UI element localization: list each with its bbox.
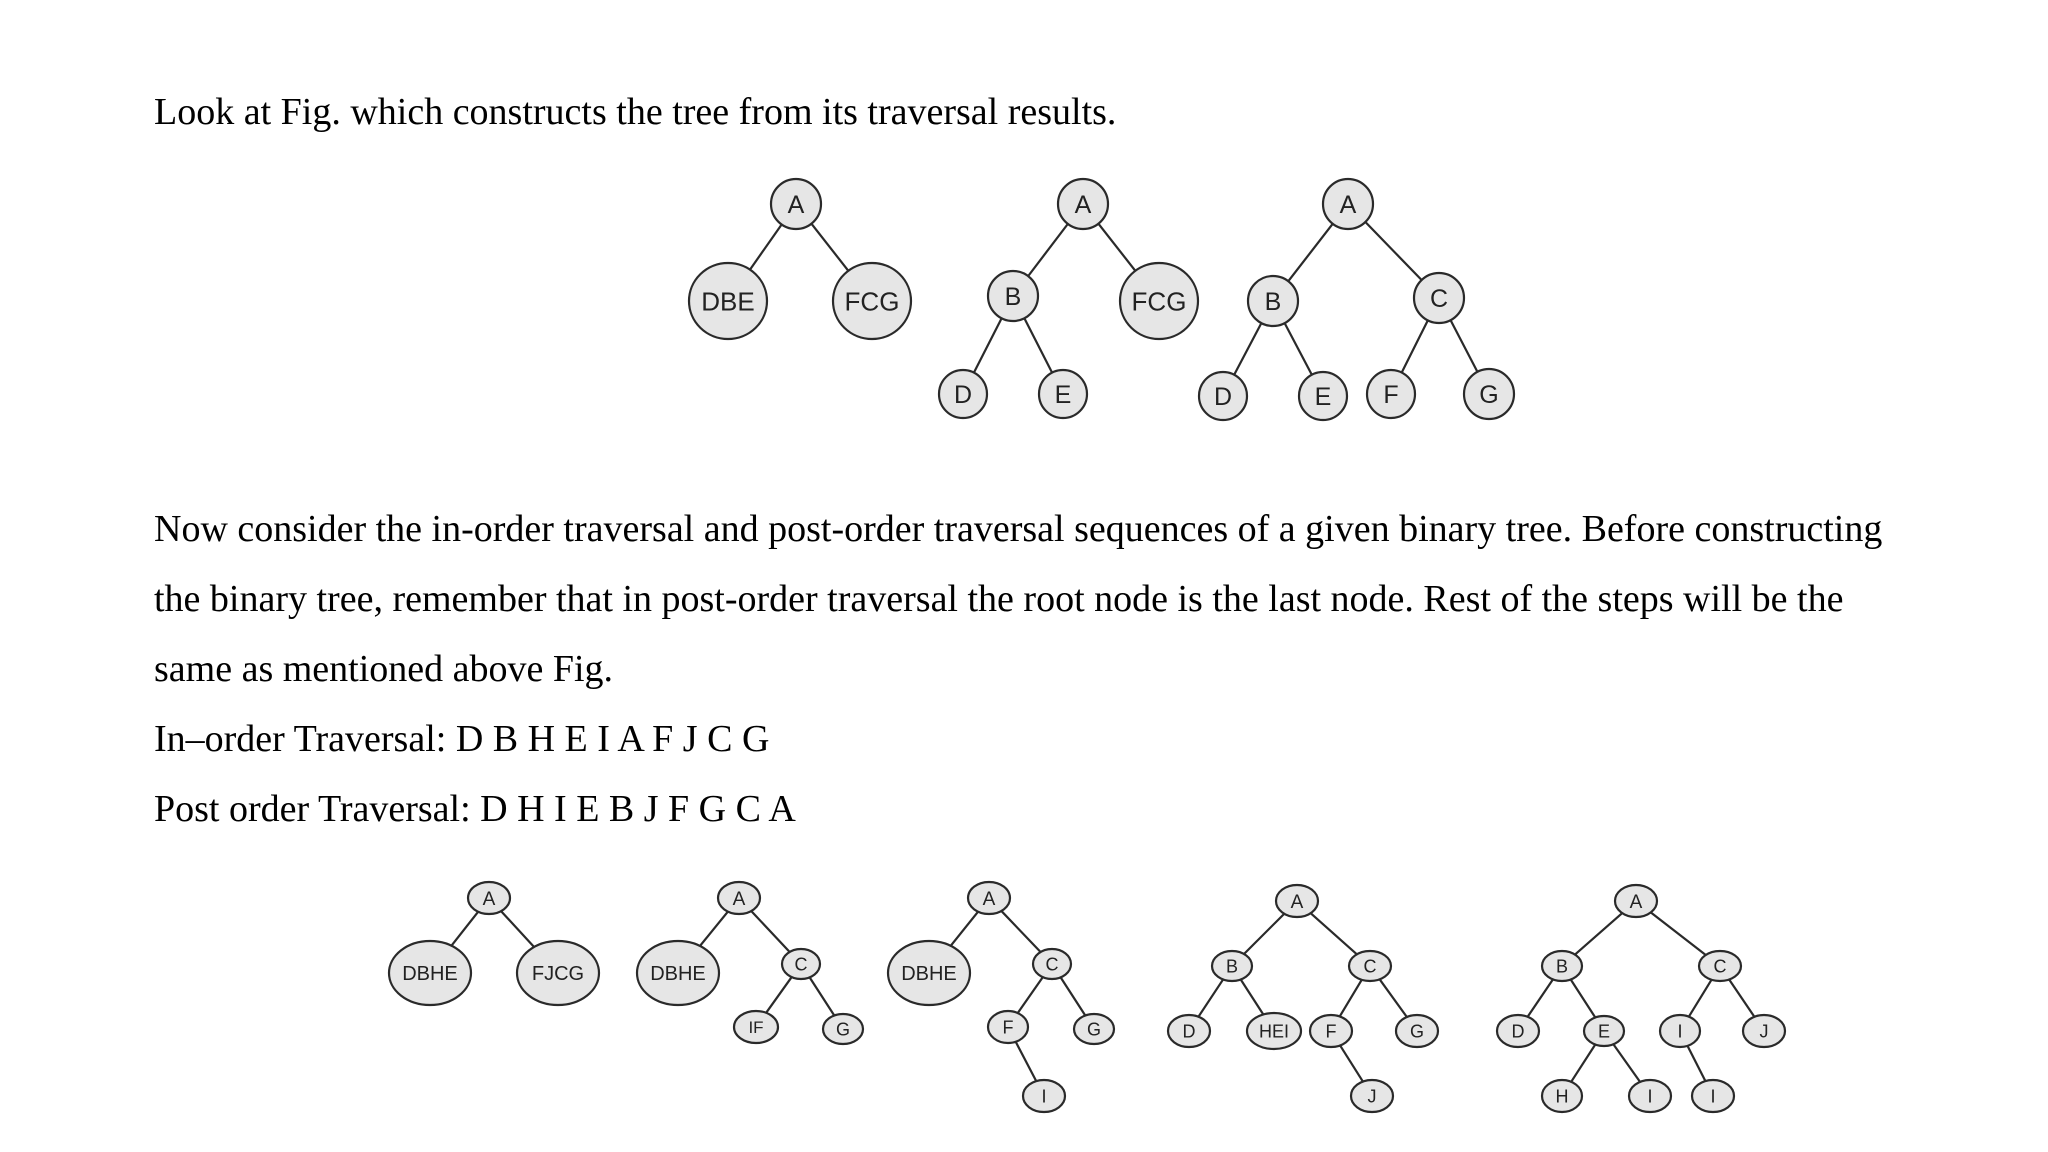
tree-node [734,1011,778,1043]
node-label: D [953,381,973,409]
tree-node [718,882,760,914]
tree-node [1542,951,1582,981]
tree-edge [1689,980,1712,1017]
tree-edge [1380,979,1407,1017]
node-label: H [1555,1086,1569,1107]
node-label: G [1409,1021,1425,1042]
tree-node [1023,1080,1065,1112]
node-label: A [982,888,996,910]
tree-node [1033,949,1071,979]
tree-node [389,941,471,1005]
tree-edge [1061,977,1086,1015]
node-label: C [794,954,808,975]
node-label: FCG [1131,286,1187,317]
node-label: E [1597,1021,1611,1042]
tree-2 [637,882,863,1044]
tree-node [1699,951,1741,981]
inorder-traversal: In–order Traversal: D B H E I A F J C G [154,718,770,760]
node-label: C [1363,956,1377,977]
node-label: I [1677,1021,1683,1042]
tree-node [888,941,970,1005]
node-label: C [1429,285,1449,313]
tree-edge [1198,979,1223,1016]
tree-node [1351,1080,1393,1112]
tree-edge [766,977,792,1013]
node-label: F [1383,381,1399,409]
node-label: B [1004,283,1022,311]
node-label: F [1002,1017,1014,1038]
node-label: FCG [844,286,900,317]
node-label: B [1555,956,1569,977]
tree-node [1396,1015,1438,1047]
tree-edge [1016,1042,1037,1081]
tree-edge [810,977,835,1015]
tree-node [1542,1080,1582,1112]
tree-edge [951,912,978,946]
node-label: G [835,1019,851,1040]
tree-edge [1001,911,1040,952]
node-label: DBHE [901,963,957,986]
node-label: IF [748,1018,764,1038]
tree-edge [1571,979,1596,1017]
node-label: A [1339,191,1357,219]
tree-node [782,949,820,979]
tree-node [1247,1013,1301,1049]
tree-edge [1729,980,1754,1017]
node-label: E [1314,383,1332,411]
node-label: I [1647,1086,1653,1107]
tree-node [1660,1015,1700,1047]
tree-edge [751,911,789,952]
node-label: G [1479,381,1499,409]
tree-node [1349,951,1391,981]
node-label: A [482,888,496,910]
tree-node [1276,885,1318,917]
tree-node [1743,1015,1785,1047]
node-label: A [1290,891,1304,913]
tree-node [823,1014,863,1044]
tree-5 [1497,885,1785,1112]
tree-node [517,941,599,1005]
node-label: G [1086,1019,1102,1040]
tree-node [1584,1016,1624,1046]
node-label: DBHE [402,963,458,986]
node-label: J [1759,1021,1769,1042]
node-label: A [1629,891,1643,913]
tree-node [1497,1015,1539,1047]
node-label: D [1182,1021,1196,1042]
paragraph-line-3: same as mentioned above Fig. [154,648,614,690]
tree-edge [1613,1044,1640,1082]
tree-node [988,1011,1028,1043]
tree-node [1074,1014,1114,1044]
node-label: A [787,191,805,219]
node-label: J [1367,1086,1377,1107]
node-label: I [1041,1086,1047,1107]
tree-node [1212,951,1252,981]
tree-node [468,882,510,914]
tree-1 [389,882,599,1005]
node-label: F [1325,1021,1337,1042]
intro-text: Look at Fig. which constructs the tree from its traversal results. [154,91,1117,133]
tree-edge [1571,1044,1595,1081]
tree-edge [501,911,534,947]
tree-node [1615,885,1657,917]
tree-edge [1018,977,1043,1013]
paragraph-line-1: Now consider the in-order traversal and post-order traversal sequences of a given binary tree. Before constructing [154,508,1883,550]
tree-edge [1575,913,1622,955]
node-label: D [1213,383,1233,411]
tree-node [1310,1015,1352,1047]
tree-edge [1528,979,1553,1016]
node-label: FJCG [531,963,585,986]
tree-node [637,941,719,1005]
tree-edge [1311,913,1357,954]
node-label: DBE [701,286,755,317]
node-label: DBHE [650,963,706,986]
node-label: A [732,888,746,910]
node-label: D [1511,1021,1525,1042]
node-label: I [1710,1086,1716,1107]
tree-edge [451,912,478,946]
tree-node [1692,1080,1734,1112]
node-label: A [1074,191,1092,219]
tree-edge [700,912,728,946]
node-label: C [1045,954,1059,975]
tree-edge [1340,980,1362,1017]
postorder-traversal: Post order Traversal: D H I E B J F G C A [154,788,796,830]
tree-edge [1241,979,1264,1014]
node-label: B [1264,288,1282,316]
paragraph-line-2: the binary tree, remember that in post-order traversal the root node is the last node. Rest of the steps will be the [154,578,1844,620]
tree-edge [1651,912,1706,955]
tree-node [968,882,1010,914]
tree-4 [1168,885,1438,1112]
tree-node [1629,1080,1671,1112]
node-label: C [1713,956,1727,977]
tree-edge [1688,1046,1706,1081]
node-label: B [1225,956,1239,977]
tree-3 [888,882,1114,1112]
node-label: HEI [1258,1021,1290,1042]
tree-node [1168,1015,1210,1047]
tree-edge [1244,914,1284,954]
node-label: E [1054,381,1072,409]
tree-edge [1340,1045,1363,1081]
